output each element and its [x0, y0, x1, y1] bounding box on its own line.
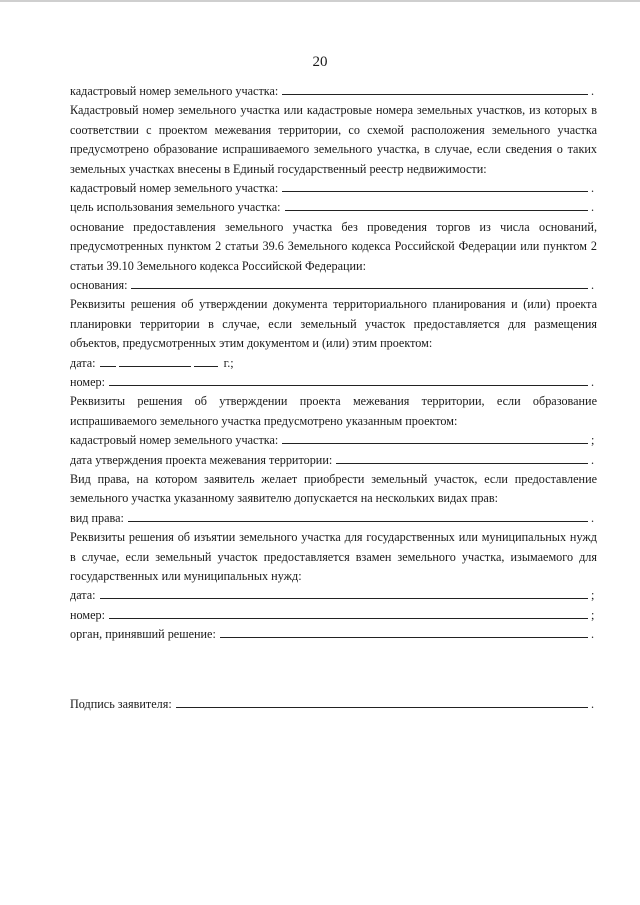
paragraph: Реквизиты решения об изъятии земельного участка для государственных или муниципальных нужд в случае, если земельный участок предоставляется взамен земельного участка, изымаемого для государственных или муниципальных нужд:	[70, 530, 597, 584]
form-blocks	[70, 82, 597, 645]
page-top-edge	[0, 0, 640, 5]
date-field	[70, 354, 597, 373]
field-blank-line[interactable]	[128, 509, 588, 522]
field-punct: .	[591, 278, 595, 293]
paragraph: Реквизиты решения об утверждении документа территориального планирования и (или) проекта планировки территории в случае, если земельный участок предоставляется для размещения объектов, предусмотренных этим документом и (или) этим проектом:	[70, 297, 597, 351]
field-punct: ;	[591, 433, 595, 448]
field-label: номер:	[70, 375, 105, 390]
form-field	[70, 431, 597, 450]
field-blank-line[interactable]	[282, 431, 588, 444]
form-field	[70, 276, 597, 295]
date-day-blank[interactable]	[100, 354, 116, 367]
form-field	[70, 82, 597, 101]
signature-punct: .	[591, 696, 595, 711]
paragraph: Реквизиты решения об утверждении проекта межевания территории, если образование испрашиваемого земельного участка предусмотрено указанным проектом:	[70, 394, 597, 428]
field-label: кадастровый номер земельного участка:	[70, 84, 279, 98]
field-blank-line[interactable]	[109, 373, 588, 386]
date-year-blank[interactable]	[194, 354, 218, 367]
form-field	[70, 586, 597, 605]
field-label: кадастровый номер земельного участка:	[70, 433, 279, 448]
signature-field	[70, 695, 597, 714]
field-punct: .	[591, 452, 595, 467]
form-field	[70, 509, 597, 528]
signature-label: Подпись заявителя:	[70, 696, 172, 711]
field-label: номер:	[70, 607, 105, 622]
date-suffix: г.;	[223, 355, 234, 370]
form-field	[70, 606, 597, 625]
field-blank-line[interactable]	[109, 606, 588, 619]
form-field	[70, 625, 597, 644]
field-label: вид права:	[70, 510, 124, 525]
field-blank-line[interactable]	[131, 276, 588, 289]
spacer	[70, 645, 597, 685]
paragraph: Вид права, на котором заявитель желает приобрести земельный участок, если предоставление земельного участка указанному заявителю допускается на нескольких видах прав:	[70, 472, 597, 506]
field-blank-line[interactable]	[285, 198, 588, 211]
form-content	[70, 82, 597, 714]
field-label: дата:	[70, 588, 96, 603]
field-punct: .	[591, 375, 595, 390]
field-blank-line[interactable]	[282, 82, 588, 95]
date-month-blank[interactable]	[119, 354, 191, 367]
signature-line[interactable]	[176, 695, 588, 708]
field-punct: .	[591, 200, 595, 215]
field-blank-line[interactable]	[336, 451, 588, 464]
field-label: цель использования земельного участка:	[70, 200, 281, 215]
field-label: дата утверждения проекта межевания территории:	[70, 452, 333, 467]
paragraph: Кадастровый номер земельного участка или кадастровые номера земельных участков, из которых в соответствии с проектом межевания территории, со схемой расположения земельного участка предусмотрено образование испрашиваемого земельного участка, в случае, если сведения о таких земельных участках внесены в Единый государственный реестр недвижимости:	[70, 103, 597, 176]
page-number: 20	[312, 54, 328, 70]
field-punct: .	[591, 627, 595, 642]
field-blank-line[interactable]	[100, 586, 588, 599]
form-field	[70, 198, 597, 217]
field-label: основания:	[70, 278, 128, 293]
form-field	[70, 373, 597, 392]
field-punct: .	[591, 84, 595, 98]
field-punct: ;	[591, 588, 595, 603]
date-label: дата:	[70, 355, 96, 370]
paragraph: основание предоставления земельного участка без проведения торгов из числа оснований, предусмотренных пунктом 2 статьи 39.6 Земельного кодекса Российской Федерации или пунктом 2 статьи 39.10 Земельного кодекса Российской Федерации:	[70, 219, 597, 273]
field-label: кадастровый номер земельного участка:	[70, 181, 279, 196]
field-label: орган, принявший решение:	[70, 627, 216, 642]
field-punct: .	[591, 181, 595, 196]
form-field	[70, 451, 597, 470]
field-blank-line[interactable]	[282, 179, 588, 192]
field-punct: .	[591, 510, 595, 525]
form-field	[70, 179, 597, 198]
field-punct: ;	[591, 607, 595, 622]
field-blank-line[interactable]	[220, 625, 588, 638]
